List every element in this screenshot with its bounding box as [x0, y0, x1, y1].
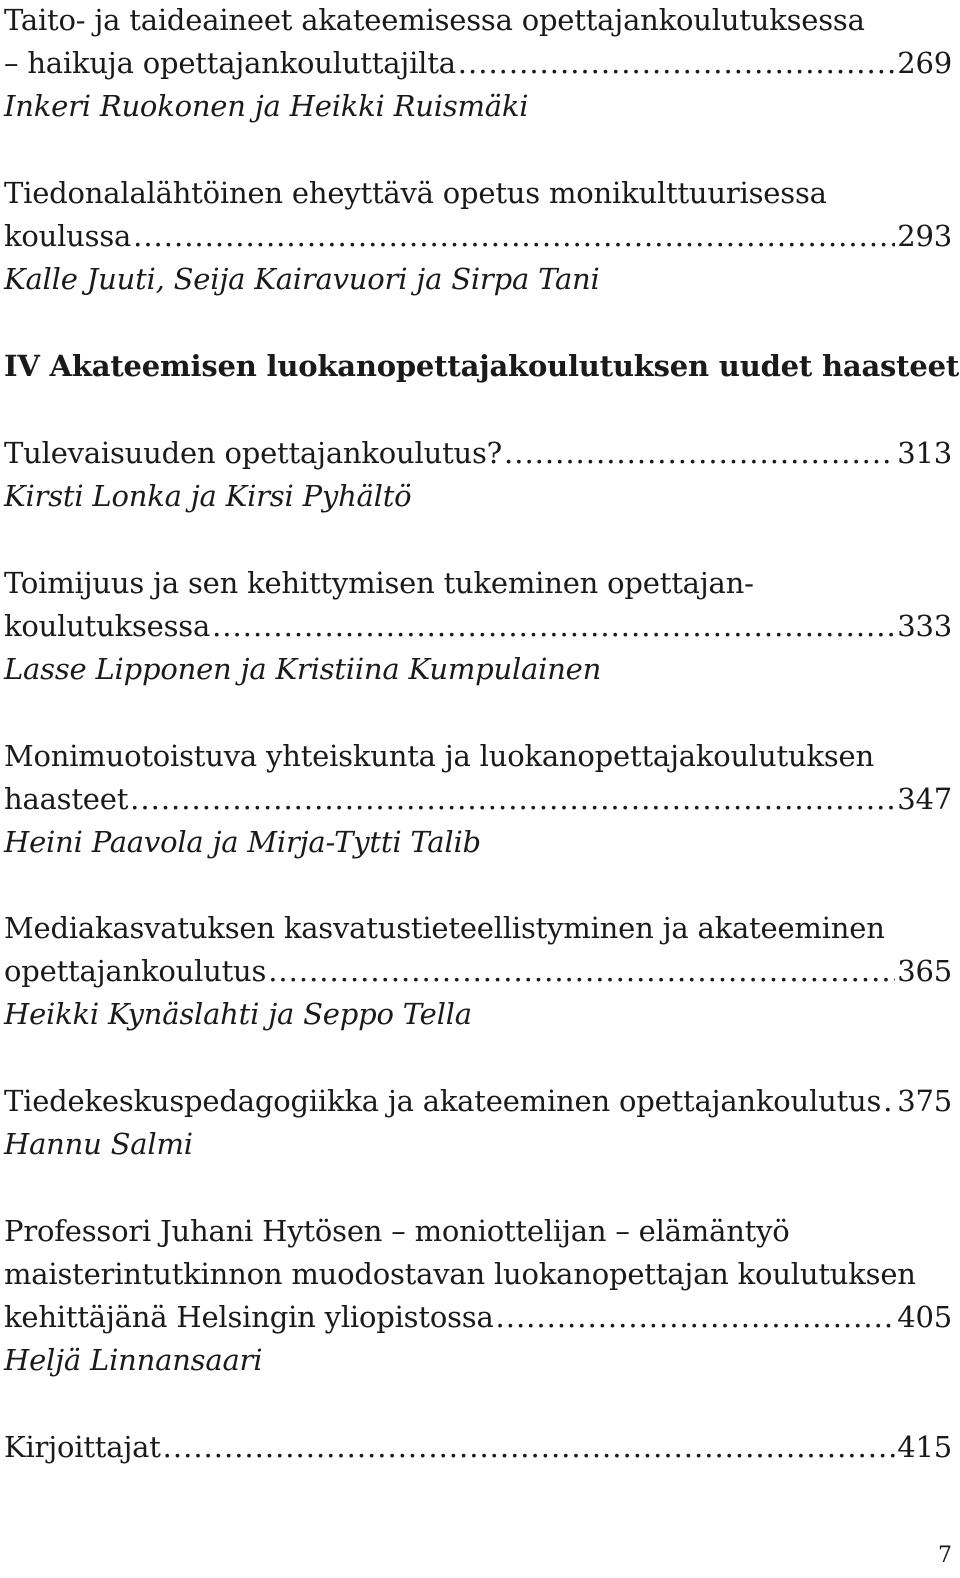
toc-entry-title: Tulevaisuuden opettajankoulutus?	[4, 436, 503, 470]
toc-entry-title-row	[4, 218, 952, 254]
toc-entry-author: Heini Paavola ja Mirja-Tytti Talib	[4, 825, 481, 859]
toc-entry-title: Kirjoittajat	[4, 1430, 161, 1464]
dot-leader	[883, 1083, 895, 1119]
toc-entry-author: Kirsti Lonka ja Kirsi Pyhältö	[4, 479, 412, 513]
toc-entry-title-row	[4, 1083, 952, 1119]
toc-page-number: 293	[897, 219, 952, 253]
toc-entry-title-row	[4, 781, 952, 817]
dot-leader	[458, 45, 895, 81]
toc-entry-title: koulutuksessa	[4, 609, 211, 643]
dot-leader	[133, 218, 895, 254]
toc-entry-title-row	[4, 608, 952, 644]
toc-entry-title: Monimuotoistuva yhteiskunta ja luokanopettajakoulutuksen	[4, 739, 874, 773]
dot-leader	[163, 1429, 896, 1465]
toc-page-number: 313	[897, 436, 952, 470]
dot-leader	[504, 435, 895, 471]
toc-entry-title: haasteet	[4, 782, 129, 816]
toc-page-number: 415	[897, 1430, 952, 1464]
toc-entry-title: Professori Juhani Hytösen – moniottelijan – elämäntyö	[4, 1214, 790, 1248]
toc-entry-author: Hannu Salmi	[4, 1127, 193, 1161]
dot-leader	[496, 1299, 896, 1335]
toc-entry-title-row	[4, 435, 952, 471]
toc-entry-title: opettajankoulutus	[4, 954, 267, 988]
toc-entry-title-row	[4, 45, 952, 81]
dot-leader	[268, 953, 895, 989]
toc-page-number: 333	[897, 609, 952, 643]
toc-entry-author: Lasse Lipponen ja Kristiina Kumpulainen	[4, 652, 602, 686]
toc-entry-title: Toimijuus ja sen kehittymisen tukeminen opettajan-	[4, 566, 754, 600]
toc-entry-title-row	[4, 1299, 952, 1335]
toc-entry-title: Taito- ja taideaineet akateemisessa opettajankoulutuksessa	[4, 3, 865, 37]
toc-entry-title: – haikuja opettajankouluttajilta	[4, 46, 456, 80]
toc-entry-title-row	[4, 953, 952, 989]
toc-page-number: 269	[897, 46, 952, 80]
toc-entry-title-row	[4, 1429, 952, 1465]
toc-entry-author: Heljä Linnansaari	[4, 1343, 263, 1377]
toc-entry-title: kehittäjänä Helsingin yliopistossa	[4, 1300, 494, 1334]
toc-page-number: 405	[897, 1300, 952, 1334]
toc-entry-author: Kalle Juuti, Seija Kairavuori ja Sirpa Tani	[4, 262, 600, 296]
toc-entry-title: Tiedonalalähtöinen eheyttävä opetus monikulttuurisessa	[4, 176, 827, 210]
dot-leader	[130, 781, 895, 817]
toc-entry-author: Heikki Kynäslahti ja Seppo Tella	[4, 997, 472, 1031]
page-number: 7	[938, 1543, 952, 1568]
toc-entry-title: Mediakasvatuksen kasvatustieteellistyminen ja akateeminen	[4, 911, 885, 945]
dot-leader	[212, 608, 895, 644]
toc-entry-title: maisterintutkinnon muodostavan luokanopettajan koulutuksen	[4, 1257, 916, 1291]
toc-page-number: 375	[897, 1084, 952, 1118]
section-heading: IV Akateemisen luokanopettajakoulutuksen uudet haasteet	[4, 349, 960, 383]
toc-entry-title: Tiedekeskuspedagogiikka ja akateeminen opettajankoulutus	[4, 1084, 882, 1118]
toc-page-number: 365	[897, 954, 952, 988]
toc-entry-author: Inkeri Ruokonen ja Heikki Ruismäki	[4, 89, 529, 123]
toc-entry-title: koulussa	[4, 219, 132, 253]
toc-page-number: 347	[897, 782, 952, 816]
